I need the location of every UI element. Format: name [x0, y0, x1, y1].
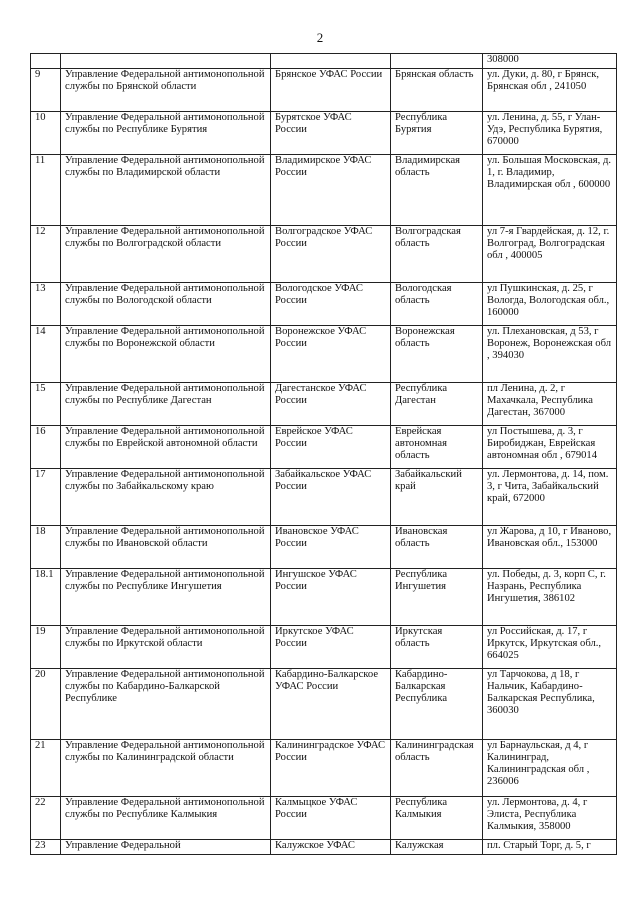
registry-body: [31, 54, 617, 855]
address-cell: ул. Лермонтова, д. 4, г Элиста, Республика Калмыкия, 358000: [483, 797, 617, 840]
table-row: [31, 626, 617, 669]
row-number-cell: 19: [31, 626, 61, 669]
region-name-cell: Республика Ингушетия: [391, 569, 483, 626]
table-row: [31, 840, 617, 855]
authority-name-cell: Управление Федеральной антимонопольной службы по Забайкальскому краю: [61, 469, 271, 526]
address-cell: 308000: [483, 54, 617, 69]
region-name-cell: Забайкальский край: [391, 469, 483, 526]
address-cell: ул. Плехановская, д 53, г Воронеж, Воронежская обл , 394030: [483, 326, 617, 383]
table-row: [31, 226, 617, 283]
short-name-cell: Ингушское УФАС России: [271, 569, 391, 626]
short-name-cell: Иркутское УФАС России: [271, 626, 391, 669]
table-row: [31, 669, 617, 740]
table-row: [31, 69, 617, 112]
row-number-cell: 17: [31, 469, 61, 526]
address-cell: ул Барнаульская, д 4, г Калининград, Калининградская обл , 236006: [483, 740, 617, 797]
row-number-cell: [31, 54, 61, 69]
authority-name-cell: Управление Федеральной антимонопольной службы по Воронежской области: [61, 326, 271, 383]
row-number-cell: 14: [31, 326, 61, 383]
region-name-cell: Вологодская область: [391, 283, 483, 326]
region-name-cell: Кабардино-Балкарская Республика: [391, 669, 483, 740]
row-number-cell: 21: [31, 740, 61, 797]
region-name-cell: Республика Калмыкия: [391, 797, 483, 840]
address-cell: ул Пушкинская, д. 25, г Вологда, Вологодская обл., 160000: [483, 283, 617, 326]
region-name-cell: [391, 54, 483, 69]
authority-name-cell: Управление Федеральной: [61, 840, 271, 855]
row-number-cell: 10: [31, 112, 61, 155]
table-row: [31, 569, 617, 626]
table-row: [31, 383, 617, 426]
region-name-cell: Калининградская область: [391, 740, 483, 797]
table-row: [31, 283, 617, 326]
authority-name-cell: Управление Федеральной антимонопольной службы по Волгоградской области: [61, 226, 271, 283]
authority-name-cell: Управление Федеральной антимонопольной службы по Республике Калмыкия: [61, 797, 271, 840]
short-name-cell: Калининградское УФАС России: [271, 740, 391, 797]
row-number-cell: 12: [31, 226, 61, 283]
address-cell: пл. Старый Торг, д. 5, г: [483, 840, 617, 855]
address-cell: ул Российская, д. 17, г Иркутск, Иркутская обл., 664025: [483, 626, 617, 669]
authority-name-cell: Управление Федеральной антимонопольной службы по Республике Дагестан: [61, 383, 271, 426]
row-number-cell: 23: [31, 840, 61, 855]
authority-name-cell: Управление Федеральной антимонопольной службы по Кабардино-Балкарской Республике: [61, 669, 271, 740]
short-name-cell: Брянское УФАС России: [271, 69, 391, 112]
short-name-cell: Бурятское УФАС России: [271, 112, 391, 155]
authority-name-cell: Управление Федеральной антимонопольной службы по Брянской области: [61, 69, 271, 112]
address-cell: ул Тарчокова, д 18, г Нальчик, Кабардино-Балкарская Республика, 360030: [483, 669, 617, 740]
short-name-cell: Дагестанское УФАС России: [271, 383, 391, 426]
address-cell: ул Постышева, д. 3, г Биробиджан, Еврейская автономная обл , 679014: [483, 426, 617, 469]
address-cell: ул 7-я Гвардейская, д. 12, г. Волгоград, Волгоградская обл , 400005: [483, 226, 617, 283]
table-row: [31, 469, 617, 526]
short-name-cell: Воронежское УФАС России: [271, 326, 391, 383]
row-number-cell: 15: [31, 383, 61, 426]
region-name-cell: Еврейская автономная область: [391, 426, 483, 469]
table-row: [31, 54, 617, 69]
short-name-cell: Еврейское УФАС России: [271, 426, 391, 469]
region-name-cell: Ивановская область: [391, 526, 483, 569]
authority-name-cell: [61, 54, 271, 69]
row-number-cell: 9: [31, 69, 61, 112]
short-name-cell: Вологодское УФАС России: [271, 283, 391, 326]
short-name-cell: Забайкальское УФАС России: [271, 469, 391, 526]
address-cell: ул. Ленина, д. 55, г Улан-Удэ, Республика Бурятия, 670000: [483, 112, 617, 155]
table-row: [31, 797, 617, 840]
address-cell: ул. Большая Московская, д. 1, г. Владимир, Владимирская обл , 600000: [483, 155, 617, 226]
region-name-cell: Воронежская область: [391, 326, 483, 383]
authority-name-cell: Управление Федеральной антимонопольной службы по Калининградской области: [61, 740, 271, 797]
authority-name-cell: Управление Федеральной антимонопольной службы по Вологодской области: [61, 283, 271, 326]
short-name-cell: Кабардино-Балкарское УФАС России: [271, 669, 391, 740]
short-name-cell: Калмыцкое УФАС России: [271, 797, 391, 840]
table-row: [31, 326, 617, 383]
row-number-cell: 11: [31, 155, 61, 226]
table-row: [31, 155, 617, 226]
short-name-cell: Ивановское УФАС России: [271, 526, 391, 569]
row-number-cell: 22: [31, 797, 61, 840]
authority-name-cell: Управление Федеральной антимонопольной службы по Республике Ингушетия: [61, 569, 271, 626]
region-name-cell: Калужская: [391, 840, 483, 855]
short-name-cell: Владимирское УФАС России: [271, 155, 391, 226]
row-number-cell: 18: [31, 526, 61, 569]
table-row: [31, 112, 617, 155]
table-row: [31, 740, 617, 797]
region-name-cell: Республика Бурятия: [391, 112, 483, 155]
address-cell: ул Жарова, д 10, г Иваново, Ивановская обл., 153000: [483, 526, 617, 569]
row-number-cell: 16: [31, 426, 61, 469]
row-number-cell: 20: [31, 669, 61, 740]
authority-name-cell: Управление Федеральной антимонопольной службы по Республике Бурятия: [61, 112, 271, 155]
address-cell: пл Ленина, д. 2, г Махачкала, Республика Дагестан, 367000: [483, 383, 617, 426]
page-number: 2: [316, 30, 324, 45]
authority-name-cell: Управление Федеральной антимонопольной службы по Владимирской области: [61, 155, 271, 226]
authority-name-cell: Управление Федеральной антимонопольной службы по Ивановской области: [61, 526, 271, 569]
region-name-cell: Брянская область: [391, 69, 483, 112]
short-name-cell: Волгоградское УФАС России: [271, 226, 391, 283]
table-row: [31, 526, 617, 569]
authority-name-cell: Управление Федеральной антимонопольной службы по Еврейской автономной области: [61, 426, 271, 469]
address-cell: ул. Победы, д. 3, корп С, г. Назрань, Республика Ингушетия, 386102: [483, 569, 617, 626]
region-name-cell: Республика Дагестан: [391, 383, 483, 426]
row-number-cell: 13: [31, 283, 61, 326]
address-cell: ул. Дуки, д. 80, г Брянск, Брянская обл , 241050: [483, 69, 617, 112]
short-name-cell: Калужское УФАС: [271, 840, 391, 855]
region-name-cell: Владимирская область: [391, 155, 483, 226]
region-name-cell: Волгоградская область: [391, 226, 483, 283]
table-row: [31, 426, 617, 469]
authority-name-cell: Управление Федеральной антимонопольной службы по Иркутской области: [61, 626, 271, 669]
row-number-cell: 18.1: [31, 569, 61, 626]
region-name-cell: Иркутская область: [391, 626, 483, 669]
address-cell: ул. Лермонтова, д. 14, пом. 3, г Чита, Забайкальский край, 672000: [483, 469, 617, 526]
short-name-cell: [271, 54, 391, 69]
ufas-registry-table: [30, 53, 617, 855]
